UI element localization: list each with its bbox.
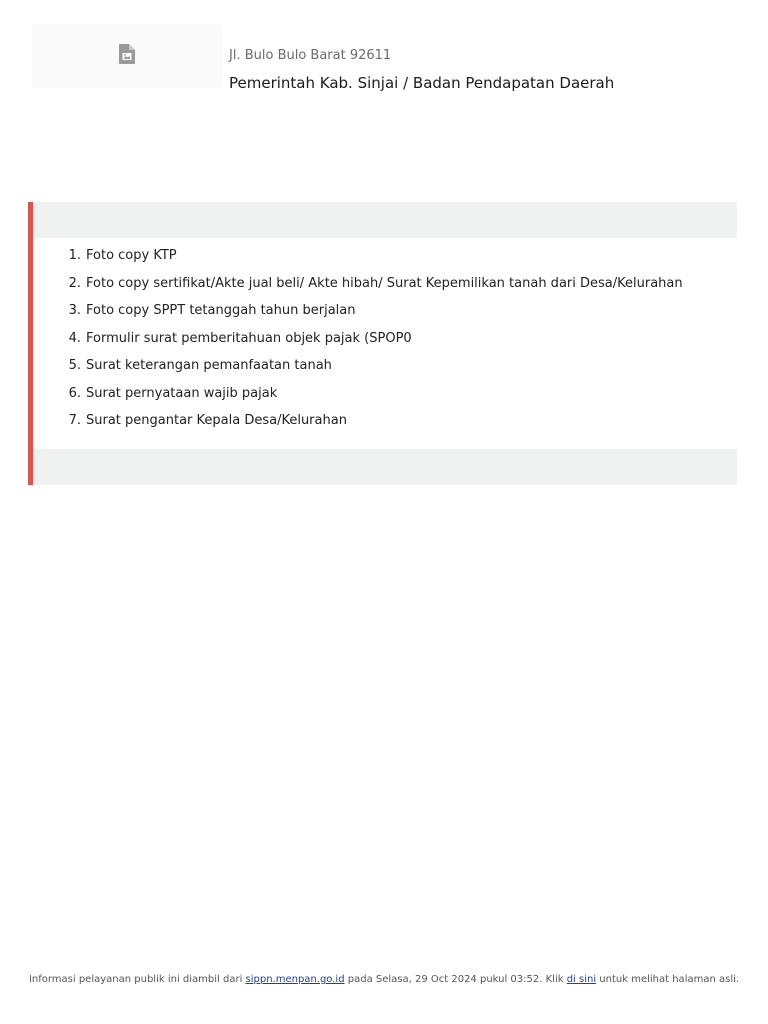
office-address: Jl. Bulo Bulo Barat 92611 — [229, 48, 392, 63]
list-item-number: 1. — [68, 248, 81, 263]
list-item-text: Foto copy SPPT tetanggah tahun berjalan — [86, 303, 356, 318]
list-item-number: 2. — [68, 275, 81, 291]
logo-placeholder — [32, 24, 222, 88]
list-item-text: Surat keterangan pemanfaatan tanah — [86, 358, 332, 373]
original-page-link[interactable]: di sini — [566, 974, 597, 985]
footer-text-after: untuk melihat halaman asli. — [596, 974, 740, 985]
list-item-text: Foto copy sertifikat/Akte jual beli/ Akte hibah/ Surat Kepemilikan tanah dari Desa/Kelurahan — [86, 275, 683, 291]
list-item-text: Formulir surat pemberitahuan objek pajak (SPOP0 — [86, 330, 412, 346]
list-item-text: Surat pernyataan wajib pajak — [86, 385, 278, 401]
footer-text-before: Informasi pelayanan publik ini diambil dari — [28, 974, 246, 985]
header — [32, 24, 732, 94]
image-file-icon — [119, 44, 135, 64]
agency-name: Pemerintah Kab. Sinjai / Badan Pendapatan Daerah — [229, 74, 615, 92]
list-item-number: 3. — [68, 303, 81, 318]
source-link[interactable]: sippn.menpan.go.id — [245, 974, 345, 985]
card-header-bar — [33, 202, 737, 238]
requirements-card — [28, 202, 737, 485]
source-footer — [0, 974, 768, 985]
list-item-text: Foto copy KTP — [86, 248, 177, 263]
list-item-number: 7. — [68, 413, 81, 428]
list-item-number: 4. — [68, 330, 81, 346]
list-item-number: 6. — [68, 385, 81, 401]
footer-text-middle: pada Selasa, 29 Oct 2024 pukul 03:52. Klik — [344, 974, 567, 985]
card-footer-bar — [33, 449, 737, 485]
list-item-number: 5. — [68, 358, 81, 373]
list-item-text: Surat pengantar Kepala Desa/Kelurahan — [86, 413, 347, 428]
